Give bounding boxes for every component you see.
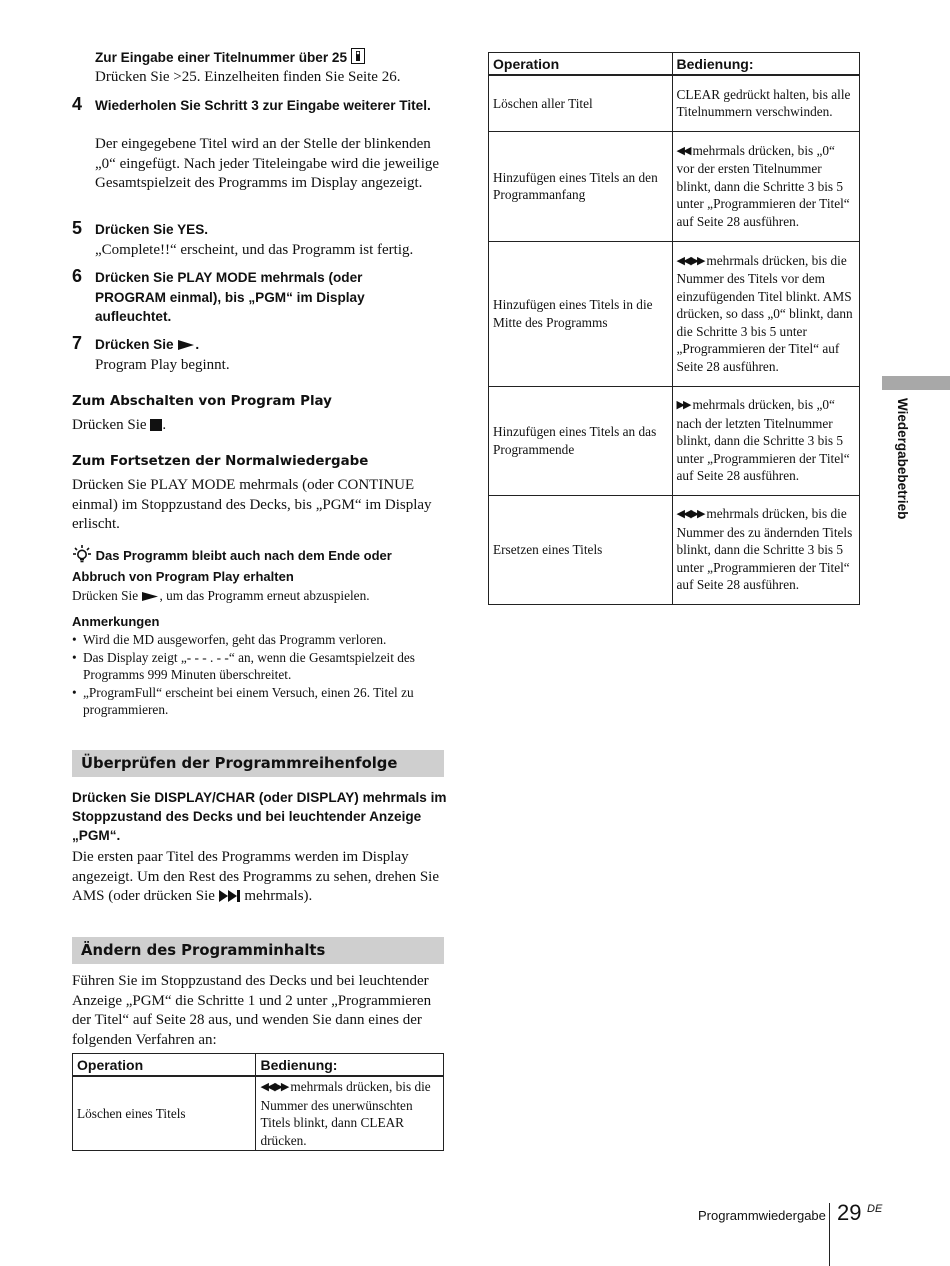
instruction-cell: CLEAR gedrückt halten, bis alle Titelnummern verschwinden. bbox=[672, 75, 859, 131]
step-number: 6 bbox=[72, 266, 83, 286]
table-header-row bbox=[73, 1054, 444, 1077]
step-number: 7 bbox=[72, 333, 83, 353]
step-text: „Complete!!“ erscheint, und das Programm ist fertig. bbox=[95, 242, 414, 258]
tip-text: Drücken Sie , um das Programm erneut abzuspielen. bbox=[72, 587, 444, 607]
off-heading: Zum Abschalten von Program Play bbox=[72, 394, 332, 409]
check-heading: Drücken Sie DISPLAY/CHAR (oder DISPLAY) mehrmals im Stoppzustand des Decks und bei leuchtender Anzeige „PGM“. bbox=[72, 790, 447, 843]
operation-cell: Hinzufügen eines Titels an den Programmanfang bbox=[489, 131, 673, 241]
play-icon bbox=[141, 589, 159, 607]
intro-text: Drücken Sie >25. Einzelheiten finden Sie Seite 26. bbox=[95, 69, 401, 85]
intro-heading: Zur Eingabe einer Titelnummer über 25 bbox=[95, 48, 455, 69]
check-text: Die ersten paar Titel des Programms werden im Display angezeigt. Um den Rest des Programms zu sehen, drehen Sie AMS (oder drücken Sie mehrmals). bbox=[72, 848, 447, 909]
table-row bbox=[489, 386, 860, 495]
rewind-fast-forward-icon: ◀◀/▶▶ bbox=[676, 508, 704, 521]
page-number: 29 bbox=[837, 1200, 862, 1225]
notes-list bbox=[72, 631, 447, 719]
side-tab-marker bbox=[882, 376, 950, 390]
step-text: Program Play beginnt. bbox=[95, 357, 230, 373]
tip-bulb-icon bbox=[72, 545, 92, 568]
instruction-cell: ◀◀ mehrmals drücken, bis „0“ vor der ersten Titelnummer blinkt, dann die Schritte 3 bis 5 unter „Programmieren der Titel“ auf Seite 28 ausführen. bbox=[672, 131, 859, 241]
instruction-cell: ◀◀/▶▶ mehrmals drücken, bis die Nummer des unerwünschten Titels blinkt, dann CLEAR drücken. bbox=[256, 1076, 444, 1151]
table-row bbox=[489, 241, 860, 386]
table-row bbox=[73, 1076, 444, 1151]
step-heading: Drücken Sie . bbox=[95, 335, 435, 357]
operation-cell: Ersetzen eines Titels bbox=[489, 495, 673, 604]
footer-divider bbox=[829, 1203, 830, 1266]
step-heading: Wiederholen Sie Schritt 3 zur Eingabe weiterer Titel. bbox=[95, 98, 431, 113]
off-text: Drücken Sie . bbox=[72, 416, 166, 438]
tip-heading: Das Programm bleibt auch nach dem Ende oder Abbruch von Program Play erhalten bbox=[72, 545, 444, 586]
remote-control-icon bbox=[351, 48, 365, 69]
stop-icon bbox=[150, 418, 162, 438]
page-language: DE bbox=[867, 1203, 883, 1215]
column-header: Operation bbox=[489, 53, 673, 76]
next-track-icon bbox=[219, 889, 241, 909]
change-operations-table bbox=[72, 1053, 444, 1151]
table-row bbox=[489, 495, 860, 604]
footer-section-name: Programmwiedergabe bbox=[698, 1208, 826, 1223]
step-heading: Drücken Sie YES. bbox=[95, 222, 209, 237]
rewind-fast-forward-icon: ◀◀/▶▶ bbox=[676, 254, 704, 267]
operation-cell: Löschen eines Titels bbox=[73, 1076, 256, 1151]
instruction-cell: ◀◀/▶▶ mehrmals drücken, bis die Nummer des zu ändernden Titels blinkt, dann die Schritte 3 bis 5 unter „Programmieren der Titel“ auf Seite 28 ausführen. bbox=[672, 495, 859, 604]
change-text: Führen Sie im Stoppzustand des Decks und bei leuchtender Anzeige „PGM“ die Schritte 1 und 2 unter „Programmieren der Titel“ auf Seite 28 aus, und wenden Sie dann eines der folgenden Verfahren an: bbox=[72, 973, 432, 1048]
table-row bbox=[489, 75, 860, 131]
operation-cell: Hinzufügen eines Titels in die Mitte des Programms bbox=[489, 241, 673, 386]
fast-forward-icon: ▶▶ bbox=[676, 399, 690, 412]
column-header: Operation bbox=[73, 1054, 256, 1077]
resume-heading: Zum Fortsetzen der Normalwiedergabe bbox=[72, 454, 369, 469]
table-header-row bbox=[489, 53, 860, 76]
operation-cell: Hinzufügen eines Titels an das Programmende bbox=[489, 386, 673, 495]
instruction-cell: ▶▶ mehrmals drücken, bis „0“ nach der letzten Titelnummer blinkt, dann die Schritte 3 bis 5 unter „Programmieren der Titel“ auf Seite 28 ausführen. bbox=[672, 386, 859, 495]
section-heading: Ändern des Programminhalts bbox=[72, 937, 444, 964]
notes-heading: Anmerkungen bbox=[72, 614, 160, 629]
step-number: 4 bbox=[72, 94, 83, 114]
play-icon bbox=[177, 337, 195, 357]
list-item: • Wird die MD ausgeworfen, geht das Programm verloren. bbox=[72, 631, 447, 649]
instruction-cell: ◀◀/▶▶ mehrmals drücken, bis die Nummer des Titels vor dem einzufügenden Titel blinkt. AMS drücken, so dass „0“ blinkt, dann die Schritte 3 bis 5 unter „Programmieren der Titel“ auf Seite 28 ausführen. bbox=[672, 241, 859, 386]
column-header: Bedienung: bbox=[672, 53, 859, 76]
section-heading: Überprüfen der Programmreihenfolge bbox=[72, 750, 444, 777]
step-number: 5 bbox=[72, 218, 83, 238]
list-item: • Das Display zeigt „- - - . - -“ an, wenn die Gesamtspielzeit des Programms 999 Minuten überschreitet. bbox=[72, 649, 447, 684]
step-text: Der eingegebene Titel wird an der Stelle der blinkenden „0“ eingefügt. Nach jeder Titeleingabe wird die jeweilige Gesamtspielzeit des Programms im Display angezeigt. bbox=[95, 136, 440, 191]
operation-cell: Löschen aller Titel bbox=[489, 75, 673, 131]
resume-text: Drücken Sie PLAY MODE mehrmals (oder CONTINUE einmal) im Stoppzustand des Decks, bis „PGM“ im Display erlischt. bbox=[72, 477, 432, 532]
program-operations-table bbox=[488, 52, 860, 605]
column-header: Bedienung: bbox=[256, 1054, 444, 1077]
rewind-fast-forward-icon: ◀◀/▶▶ bbox=[260, 1081, 288, 1093]
side-tab-label: Wiedergabebetrieb bbox=[895, 398, 910, 520]
list-item: • „ProgramFull“ erscheint bei einem Versuch, einen 26. Titel zu programmieren. bbox=[72, 684, 447, 719]
rewind-icon: ◀◀ bbox=[676, 144, 690, 157]
table-row bbox=[489, 131, 860, 241]
step-heading: Drücken Sie PLAY MODE mehrmals (oder PROGRAM einmal), bis „PGM“ im Display aufleuchtet. bbox=[95, 270, 365, 324]
